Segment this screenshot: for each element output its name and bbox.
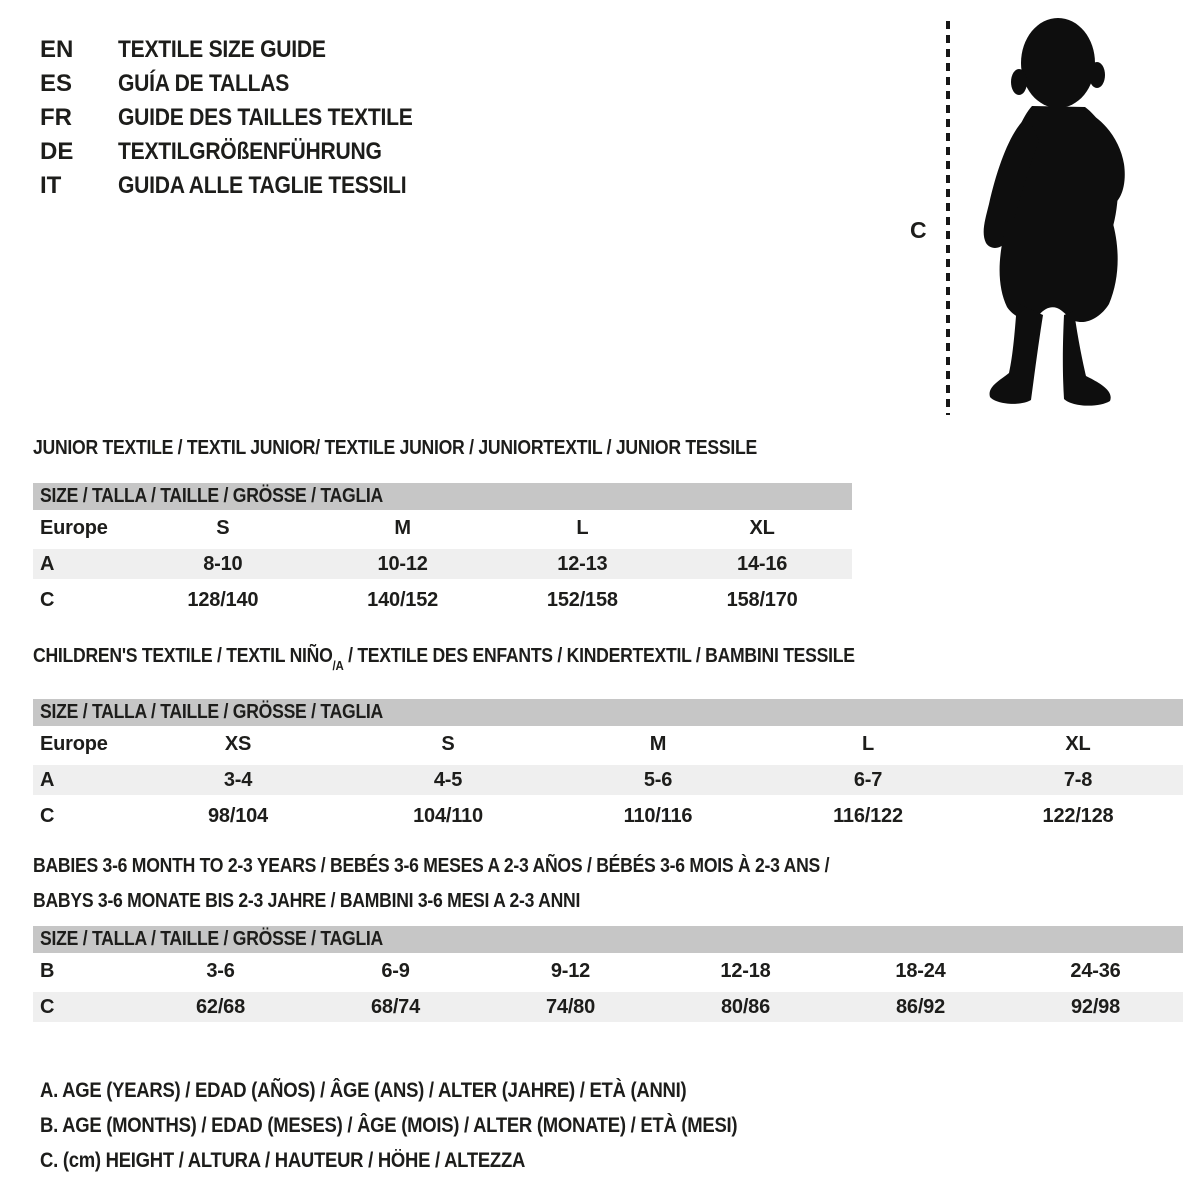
size-cell: S [216,517,230,539]
size-cell: L [861,733,875,755]
junior-table-title-text: JUNIOR TEXTILE / TEXTIL JUNIOR/ TEXTILE JUNIOR / JUNIORTEXTIL / JUNIOR TESSILE [33,437,757,459]
size-cell: M [394,517,411,539]
size-cell: S [441,733,455,755]
height-cell: 92/98 [1070,996,1121,1018]
age-cell: 12-13 [557,553,608,575]
height-measure-label: C [910,217,927,243]
childrens-title-main: CHILDREN'S TEXTILE / TEXTIL NIÑO [33,645,333,667]
age-cell: 8-10 [203,553,243,575]
legend-line-b [40,1108,832,1143]
row-label: Europe [40,733,108,755]
language-code: ES [40,70,73,97]
size-header-label: SIZE / TALLA / TAILLE / GRÖSSE / TAGLIA [40,485,384,507]
babies-textile-section [33,849,1183,1025]
guide-title-en: TEXTILE SIZE GUIDE [118,36,326,63]
guide-title-it: GUIDA ALLE TAGLIE TESSILI [118,172,407,199]
language-row-es [40,67,453,101]
measurement-legend [40,1073,832,1178]
age-cell: 3-4 [223,769,253,791]
childrens-size-header-bar [33,699,1183,726]
legend-line-a [40,1073,832,1108]
language-title-list [40,33,453,203]
babies-title-line1-text: BABIES 3-6 MONTH TO 2-3 YEARS / BEBÉS 3-6 MESES A 2-3 AÑOS / BÉBÉS 3-6 MOIS À 2-3 ANS / [33,855,830,877]
childrens-textile-section [33,645,1183,834]
babies-title-line2-text: BABYS 3-6 MONATE BIS 2-3 JAHRE / BAMBINI 3-6 MESI A 2-3 ANNI [33,890,581,912]
row-label: B [40,960,55,982]
language-code: IT [40,172,62,199]
language-row-de [40,135,453,169]
height-cell: 110/116 [623,805,693,827]
legend-a-text: A. AGE (YEARS) / EDAD (AÑOS) / ÂGE (ANS) / ALTER (JAHRE) / ETÀ (ANNI) [40,1079,687,1102]
height-cell: 116/122 [833,805,903,827]
row-label: C [40,996,55,1018]
table-row-age [33,762,1183,798]
language-code: EN [40,36,74,63]
height-dashed-line [946,21,950,415]
junior-table-title [33,437,852,459]
size-cell: XL [1065,733,1091,755]
height-cell: 68/74 [370,996,421,1018]
size-cell: XL [749,517,775,539]
language-code: FR [40,104,72,131]
age-cell: 5-6 [643,769,673,791]
age-cell: 4-5 [433,769,463,791]
age-cell: 7-8 [1063,769,1093,791]
row-label: A [40,769,55,791]
childrens-title-suffix: /A [332,658,344,673]
guide-title-es: GUÍA DE TALLAS [118,70,290,97]
table-row-height [33,798,1183,834]
table-row-europe [33,726,1183,762]
size-cell: L [576,517,589,539]
legend-b-text: B. AGE (MONTHS) / EDAD (MESES) / ÂGE (MOIS) / ALTER (MONATE) / ETÀ (MESI) [40,1114,738,1137]
toddler-silhouette-icon [962,14,1142,414]
legend-c-text: C. (cm) HEIGHT / ALTURA / HAUTEUR / HÖHE / ALTEZZA [40,1149,526,1172]
guide-title-fr: GUIDE DES TAILLES TEXTILE [118,104,413,131]
height-cell: 62/68 [195,996,246,1018]
size-header-label: SIZE / TALLA / TAILLE / GRÖSSE / TAGLIA [40,701,384,723]
height-cell: 122/128 [1042,805,1114,827]
height-cell: 86/92 [895,996,946,1018]
age-cell: 12-18 [720,960,771,982]
legend-line-c [40,1143,832,1178]
language-row-en [40,33,453,67]
age-cell: 18-24 [895,960,946,982]
table-row-height [33,989,1183,1025]
junior-size-header-bar [33,483,852,510]
age-cell: 9-12 [550,960,591,982]
age-cell: 6-7 [853,769,883,791]
age-cell: 3-6 [206,960,235,982]
language-row-fr [40,101,453,135]
age-cell: 14-16 [737,553,788,575]
age-cell: 6-9 [381,960,410,982]
table-row-height [33,582,852,618]
size-header-label: SIZE / TALLA / TAILLE / GRÖSSE / TAGLIA [40,928,384,950]
babies-table-title-line2 [33,884,1183,919]
table-row-europe [33,510,852,546]
row-label: C [40,589,55,611]
height-cell: 104/110 [413,805,483,827]
table-row-age [33,546,852,582]
childrens-table-title [33,645,1183,674]
age-cell: 24-36 [1070,960,1121,982]
childrens-table-title-text [33,645,855,674]
guide-title-de: TEXTILGRÖßENFÜHRUNG [118,138,382,165]
height-cell: 152/158 [546,589,618,611]
height-cell: 98/104 [208,805,268,827]
table-row-age-months [33,953,1183,989]
size-cell: M [649,733,667,755]
babies-size-header-bar [33,926,1183,953]
row-label: Europe [40,517,108,539]
height-cell: 158/170 [726,589,798,611]
childrens-title-rest: / TEXTILE DES ENFANTS / KINDERTEXTIL / BAMBINI TESSILE [343,645,855,667]
language-row-it [40,169,453,203]
height-cell: 74/80 [545,996,596,1018]
height-cell: 140/152 [367,589,439,611]
size-cell: XS [224,733,252,755]
height-cell: 80/86 [720,996,771,1018]
age-cell: 10-12 [377,553,428,575]
row-label: A [40,553,55,575]
babies-table-title-line1 [33,849,1183,884]
language-code: DE [40,138,74,165]
row-label: C [40,805,55,827]
height-cell: 128/140 [187,589,259,611]
junior-textile-section [33,437,852,618]
